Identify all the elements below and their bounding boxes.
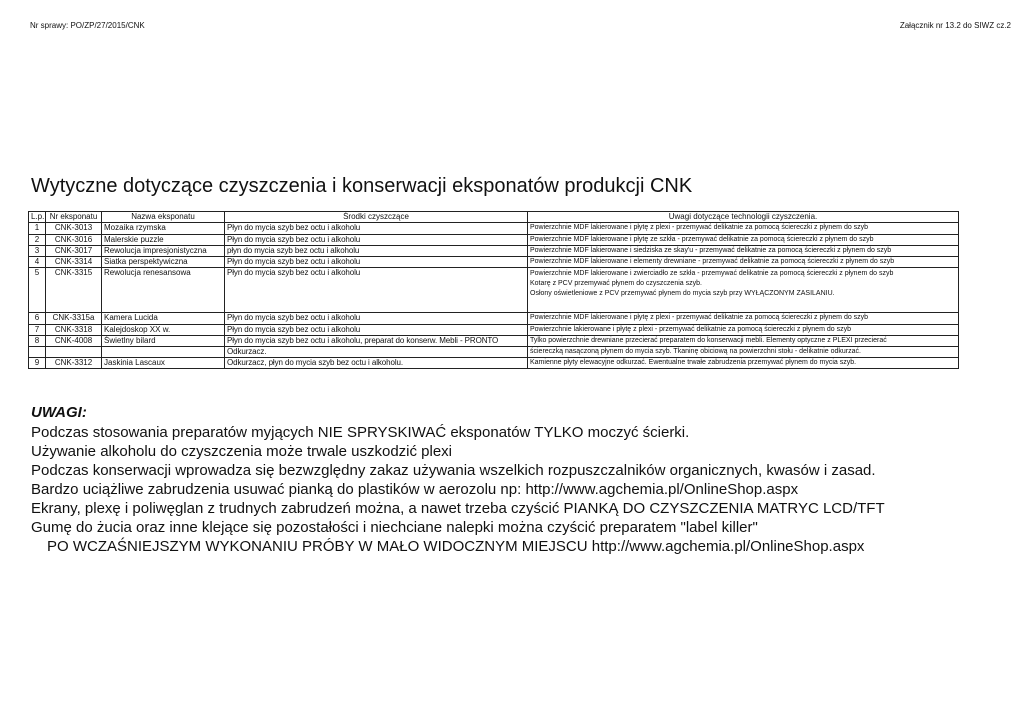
table-row [29,235,959,246]
cleaning-agent-cell: Płyn do mycia szyb bez octu i alkoholu [225,313,528,325]
remark-line: Używanie alkoholu do czyszczenia może trwale uszkodzić plexi [31,443,453,460]
cleaning-notes-cell [528,358,959,369]
column-header-lp: L.p. [29,212,46,223]
cleaning-agent-cell: Płyn do mycia szyb bez octu i alkoholu [225,235,528,246]
exhibit-name-cell: Rewolucja renesansowa [102,268,225,313]
table-row [29,358,959,369]
exhibit-number-cell: CNK-3017 [46,246,102,257]
table-row [29,257,959,268]
cleaning-agent-cell: Odkurzacz, płyn do mycia szyb bez octu i alkoholu. [225,358,528,369]
table-header-row [29,212,959,223]
cleaning-note-line: Powierzchnie MDF lakierowane i płytę ze szkła - przemywać delikatnie za pomocą ściereczki z płynem do szyb [530,236,874,243]
row-number-cell [29,347,46,358]
exhibit-name-cell [102,347,225,358]
column-header-cleaning-agents: Środki czyszczące [225,212,528,223]
table-row [29,223,959,235]
row-number-cell: 8 [29,336,46,347]
row-number-cell: 3 [29,246,46,257]
table-row [29,325,959,336]
remark-line: Gumę do żucia oraz inne klejące się pozostałości i niechciane nalepki można czyścić preparatem "label killer" [31,519,758,536]
cleaning-note-line: ściereczką nasączoną płynem do mycia szyb. Tkaninę obiciową na powierzchni stołu - delikatnie odkurzać. [530,348,861,355]
cleaning-notes-cell [528,223,959,235]
exhibit-name-cell: Kalejdoskop XX w. [102,325,225,336]
remarks-section [31,404,885,556]
row-number-cell: 9 [29,358,46,369]
row-number-cell: 4 [29,257,46,268]
row-number-cell: 7 [29,325,46,336]
cleaning-notes-cell [528,313,959,325]
cleaning-notes-cell [528,336,959,347]
row-number-cell: 1 [29,223,46,235]
exhibit-number-cell: CNK-3016 [46,235,102,246]
remark-line: Bardzo uciążliwe zabrudzenia usuwać pianką do plastików w aerozolu np: http://www.agchemia.pl/OnlineShop.aspx [31,481,799,498]
exhibit-number-cell: CNK-4008 [46,336,102,347]
table-row [29,313,959,325]
cleaning-notes-cell [528,235,959,246]
exhibit-name-cell: Kamera Lucida [102,313,225,325]
remark-line: PO WCZAŚNIEJSZYM WYKONANIU PRÓBY W MAŁO WIDOCZNYM MIEJSCU http://www.agchemia.pl/OnlineShop.aspx [47,538,865,555]
table-row [29,347,959,358]
exhibit-name-cell: Jaskinia Lascaux [102,358,225,369]
remarks-heading: UWAGI: [31,404,87,421]
case-number: Nr sprawy: PO/ZP/27/2015/CNK [30,21,145,30]
cleaning-notes-cell [528,257,959,268]
row-number-cell: 6 [29,313,46,325]
exhibit-number-cell: CNK-3315 [46,268,102,313]
remark-line: Podczas stosowania preparatów myjących NIE SPRYSKIWAĆ eksponatów TYLKO moczyć ścierki. [31,424,690,441]
exhibit-name-cell: Rewolucja impresjonistyczna [102,246,225,257]
exhibit-number-cell: CNK-3318 [46,325,102,336]
column-header-exhibit-number: Nr eksponatu [46,212,102,223]
exhibit-number-cell: CNK-3315a [46,313,102,325]
exhibit-name-cell: Malerskie puzzle [102,235,225,246]
cleaning-agent-cell: płyn do mycia szyb bez octu i alkoholu [225,246,528,257]
row-number-cell: 5 [29,268,46,313]
exhibit-number-cell: CNK-3312 [46,358,102,369]
cleaning-note-line: Tylko powierzchnie drewniane przecierać preparatem do konserwacji mebli. Elementy optyczne z PLEXI przecierać [530,337,887,344]
document-title: Wytyczne dotyczące czyszczenia i konserwacji eksponatów produkcji CNK [31,175,693,197]
cleaning-note-line: Powierzchnie lakierowane i płytę z plexi - przemywać delikatnie za pomocą ściereczki z płynem do szyb [530,326,851,333]
exhibit-number-cell: CNK-3314 [46,257,102,268]
cleaning-note-line: Powierzchnie MDF lakierowane i elementy drewniane - przemywać delikatnie za pomocą ściereczki z płynem do szyb [530,258,895,265]
attachment-label: Załącznik nr 13.2 do SIWZ cz.2 [899,21,1011,30]
table-row [29,246,959,257]
row-number-cell: 2 [29,235,46,246]
remark-line: Ekrany, plexę i poliwęglan z trudnych zabrudzeń można, a nawet trzeba czyścić PIANKĄ DO CZYSZCZENIA MATRYC LCD/TFT [31,500,885,517]
cleaning-agent-cell: Płyn do mycia szyb bez octu i alkoholu [225,268,528,313]
cleaning-notes-cell [528,268,959,313]
table-row [29,336,959,347]
cleaning-agent-cell: Płyn do mycia szyb bez octu i alkoholu [225,223,528,235]
cleaning-notes-cell [528,325,959,336]
cleaning-note-line: Kamienne płyty elewacyjne odkurzać. Ewentualne trwałe zabrudzenia przemywać płynem do mycia szyb. [530,359,857,366]
column-header-cleaning-notes: Uwagi dotyczące technologii czyszczenia. [528,212,959,223]
cleaning-agent-cell: Płyn do mycia szyb bez octu i alkoholu [225,257,528,268]
cleaning-agent-cell: Płyn do mycia szyb bez octu i alkoholu, preparat do konserw. Mebli - PRONTO [225,336,528,347]
column-header-exhibit-name: Nazwa eksponatu [102,212,225,223]
cleaning-note-line: Osłony oświetleniowe z PCV przemywać płynem do mycia szyb przy WYŁĄCZONYM ZASILANIU. [530,290,835,297]
cleaning-note-line: Powierzchnie MDF lakierowane i siedziska ze skay'u - przemywać delikatnie za pomocą ściereczki z płynem do szyb [530,247,892,254]
cleaning-notes-cell [528,347,959,358]
cleaning-note-line: Powierzchnie MDF lakierowane i zwierciadło ze szkła - przemywać delikatnie za pomocą ściereczki z płynem do szyb [530,270,894,277]
exhibit-number-cell [46,347,102,358]
cleaning-agent-cell: Odkurzacz. [225,347,528,358]
cleaning-note-line: Powierzchnie MDF lakierowane i płytę z plexi - przemywać delikatnie za pomocą ściereczki z płynem do szyb [530,224,869,231]
cleaning-note-line: Powierzchnie MDF lakierowane i płytę z plexi - przemywać delikatnie za pomocą ściereczki z płynem do szyb [530,314,869,321]
table-row [29,268,959,313]
cleaning-agent-cell: Płyn do mycia szyb bez octu i alkoholu [225,325,528,336]
exhibit-name-cell: Świetlny bilard [102,336,225,347]
exhibit-name-cell: Siatka perspektywiczna [102,257,225,268]
remark-line: Podczas konserwacji wprowadza się bezwzględny zakaz używania wszelkich rozpuszczalników organicznych, kwasów i zasad. [31,462,876,479]
exhibit-number-cell: CNK-3013 [46,223,102,235]
cleaning-notes-cell [528,246,959,257]
exhibit-name-cell: Mozaika rzymska [102,223,225,235]
cleaning-note-line: Kotarę z PCV przemywać płynem do czyszczenia szyb. [530,280,702,287]
cleaning-guidelines-table [28,211,959,369]
